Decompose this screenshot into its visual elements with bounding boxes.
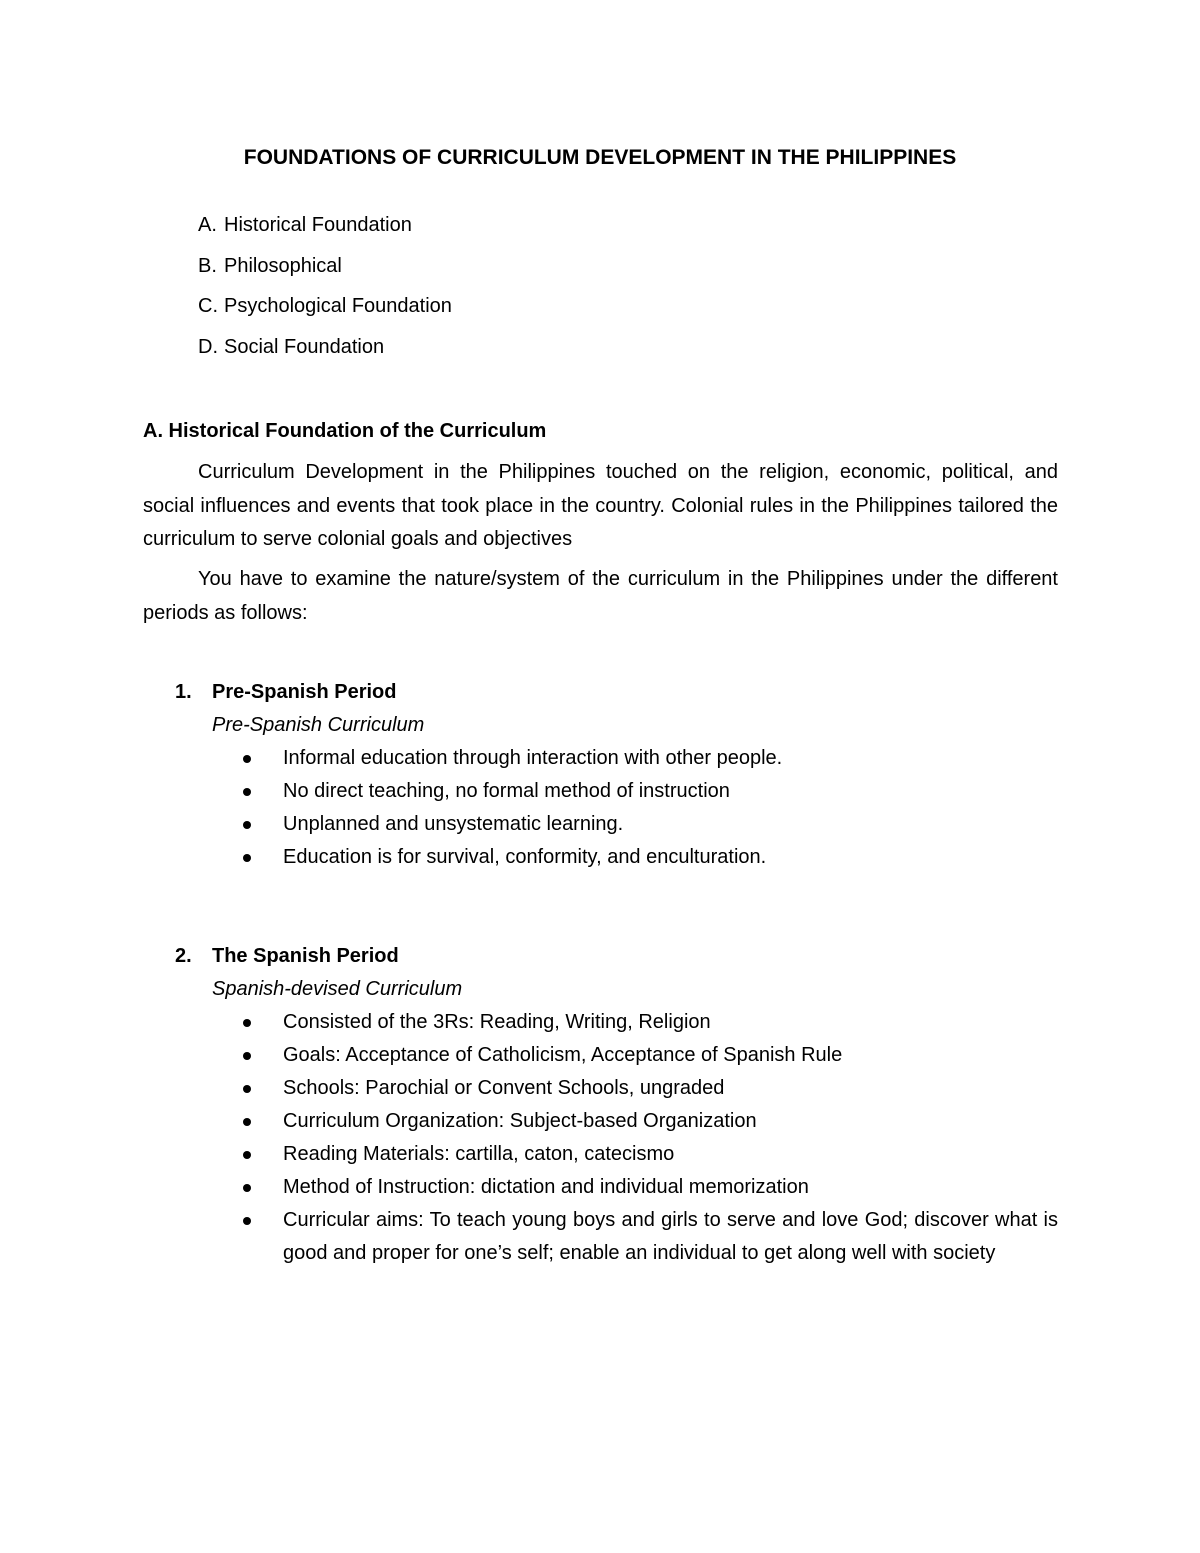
outline-item-letter: A. [198, 214, 217, 236]
bullet-icon [243, 1118, 251, 1126]
list-item-text: Method of Instruction: dictation and individual memorization [283, 1176, 809, 1198]
section-heading: A. Historical Foundation of the Curriculum [143, 420, 547, 442]
list-item [241, 1006, 1058, 1039]
list-item-text: Education is for survival, conformity, and enculturation. [283, 846, 767, 868]
foundations-outline [198, 215, 452, 377]
list-item-text: Consisted of the 3Rs: Reading, Writing, Religion [283, 1011, 711, 1033]
bullet-icon [243, 755, 251, 763]
instruction-paragraph: You have to examine the nature/system of the curriculum in the Philippines under the different periods as follows: [143, 568, 1058, 624]
period-title-text: The Spanish Period [212, 945, 399, 967]
outline-item-text: Psychological Foundation [224, 295, 452, 317]
outline-item-text: Historical Foundation [224, 214, 412, 236]
list-item [241, 1171, 1058, 1204]
period-spanish [175, 940, 1058, 1270]
list-item-text: Curricular aims: To teach young boys and girls to serve and love God; discover what is good and proper for one’s self; enable an individual to get along well with society [283, 1209, 1058, 1264]
period-bullet-list [241, 742, 1058, 874]
list-item [241, 1204, 1058, 1270]
list-item-text: Unplanned and unsystematic learning. [283, 813, 624, 835]
outline-item [198, 296, 452, 337]
outline-item [198, 215, 452, 256]
bullet-icon [243, 788, 251, 796]
outline-item-letter: C. [198, 295, 218, 317]
period-title [175, 676, 1058, 709]
bullet-icon [243, 1019, 251, 1027]
list-item-text: Goals: Acceptance of Catholicism, Acceptance of Spanish Rule [283, 1044, 843, 1066]
period-subtitle: Spanish-devised Curriculum [212, 978, 463, 1000]
bullet-icon [243, 1151, 251, 1159]
bullet-icon [243, 854, 251, 862]
outline-item-text: Social Foundation [224, 335, 385, 358]
outline-item [198, 256, 452, 297]
outline-item-letter: D. [198, 335, 218, 358]
list-item [241, 1072, 1058, 1105]
list-item [241, 1138, 1058, 1171]
bullet-icon [243, 1184, 251, 1192]
period-bullet-list [241, 1006, 1058, 1270]
intro-paragraph: Curriculum Development in the Philippines touched on the religion, economic, political, and social influences and events that took place in the country. Colonial rules in the Philippines tailored the curriculum to serve colonial goals and objectives [143, 461, 1058, 550]
list-item-text: No direct teaching, no formal method of instruction [283, 780, 730, 802]
list-item [241, 1039, 1058, 1072]
list-item [241, 1105, 1058, 1138]
list-item-text: Schools: Parochial or Convent Schools, ungraded [283, 1077, 725, 1099]
list-item [241, 841, 1058, 874]
bullet-icon [243, 1085, 251, 1093]
outline-item [198, 337, 452, 378]
outline-item-text: Philosophical [224, 254, 342, 277]
period-number: 2. [175, 945, 192, 967]
list-item [241, 808, 1058, 841]
list-item [241, 742, 1058, 775]
bullet-icon [243, 821, 251, 829]
list-item-text: Informal education through interaction with other people. [283, 747, 783, 769]
period-title [175, 940, 1058, 973]
outline-item-letter: B. [198, 254, 217, 277]
period-title-text: Pre-Spanish Period [212, 681, 397, 703]
bullet-icon [243, 1217, 251, 1225]
list-item-text: Reading Materials: cartilla, caton, catecismo [283, 1143, 675, 1165]
bullet-icon [243, 1052, 251, 1060]
period-pre-spanish [175, 676, 1058, 874]
period-number: 1. [175, 681, 192, 703]
list-item [241, 775, 1058, 808]
period-subtitle: Pre-Spanish Curriculum [212, 714, 425, 736]
list-item-text: Curriculum Organization: Subject-based Organization [283, 1110, 757, 1132]
document-title: FOUNDATIONS OF CURRICULUM DEVELOPMENT IN THE PHILIPPINES [243, 146, 957, 169]
